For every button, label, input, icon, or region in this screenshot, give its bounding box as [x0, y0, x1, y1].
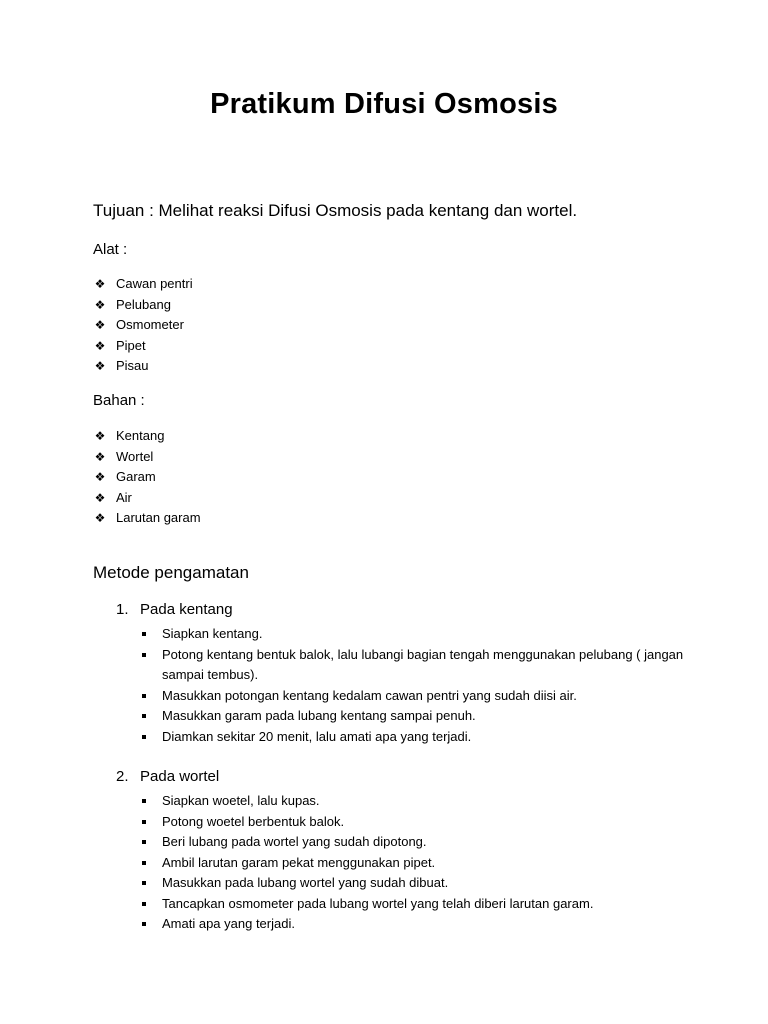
list-item — [93, 295, 193, 316]
page-title: Pratikum Difusi Osmosis — [210, 88, 558, 120]
bahan-list — [93, 426, 201, 529]
square-bullet-icon — [142, 653, 146, 657]
list-item-label: Pelubang — [116, 296, 171, 312]
diamond-bullet-icon: ❖ — [94, 470, 106, 484]
tujuan-text: Tujuan : Melihat reaksi Difusi Osmosis pada kentang dan wortel. — [93, 201, 578, 220]
diamond-bullet-icon: ❖ — [94, 429, 106, 443]
step-text: Masukkan pada lubang wortel yang sudah dibuat. — [162, 875, 449, 890]
square-bullet-icon — [142, 735, 146, 739]
square-bullet-icon — [142, 694, 146, 698]
square-bullet-icon — [142, 861, 146, 865]
diamond-bullet-icon: ❖ — [94, 277, 106, 291]
diamond-bullet-icon: ❖ — [94, 511, 106, 525]
metode-heading: Metode pengamatan — [93, 563, 249, 582]
list-item — [140, 624, 720, 645]
bahan-label: Bahan : — [93, 392, 145, 409]
list-item — [140, 812, 720, 833]
list-item-label: Larutan garam — [116, 510, 201, 525]
list-item-label: Air — [116, 489, 132, 505]
list-item-label: Cawan pentri — [116, 276, 193, 291]
list-item — [93, 467, 201, 488]
section-number: 1. — [116, 601, 129, 618]
step-text: Potong kentang bentuk balok, lalu lubangi bagian tengah menggunakan pelubang ( jangan sampai tembus). — [162, 646, 684, 682]
list-item — [93, 274, 193, 295]
alat-list — [93, 274, 193, 377]
diamond-bullet-icon: ❖ — [94, 359, 106, 373]
alat-label: Alat : — [93, 241, 128, 258]
list-item — [140, 853, 720, 874]
diamond-bullet-icon: ❖ — [94, 297, 106, 312]
section-heading-wortel — [116, 768, 219, 785]
list-item — [140, 894, 720, 915]
list-item — [93, 426, 201, 447]
square-bullet-icon — [142, 922, 146, 926]
list-item-label: Kentang — [116, 428, 165, 443]
diamond-bullet-icon: ❖ — [94, 490, 106, 505]
step-text: Siapkan woetel, lalu kupas. — [162, 793, 320, 808]
list-item — [93, 356, 193, 377]
list-item — [93, 488, 201, 509]
list-item — [93, 315, 193, 336]
diamond-bullet-icon: ❖ — [94, 318, 106, 332]
section-number: 2. — [116, 768, 129, 785]
list-item — [93, 447, 201, 468]
list-item — [93, 508, 201, 529]
list-item — [140, 706, 720, 727]
diamond-bullet-icon: ❖ — [94, 338, 106, 353]
list-item — [140, 791, 720, 812]
step-text: Tancapkan osmometer pada lubang wortel yang telah diberi larutan garam. — [162, 895, 594, 911]
list-item — [93, 336, 193, 357]
list-item-label: Pipet — [116, 337, 146, 353]
list-item-label: Garam — [116, 469, 156, 484]
section-title: Pada kentang — [140, 601, 233, 618]
list-item-label: Pisau — [116, 358, 149, 373]
section-title: Pada wortel — [140, 768, 220, 785]
list-item-label: Wortel — [116, 448, 154, 464]
square-bullet-icon — [142, 902, 146, 906]
square-bullet-icon — [142, 632, 146, 636]
step-text: Siapkan kentang. — [162, 626, 263, 641]
list-item — [140, 645, 720, 686]
step-text: Masukkan potongan kentang kedalam cawan pentri yang sudah diisi air. — [162, 687, 577, 703]
step-text: Diamkan sekitar 20 menit, lalu amati apa yang terjadi. — [162, 728, 472, 744]
section-heading-kentang — [116, 601, 233, 618]
square-bullet-icon — [142, 840, 146, 844]
kentang-steps-list — [140, 624, 720, 747]
step-text: Potong woetel berbentuk balok. — [162, 813, 345, 829]
step-text: Beri lubang pada wortel yang sudah dipotong. — [162, 834, 427, 849]
square-bullet-icon — [142, 714, 146, 718]
wortel-steps-list — [140, 791, 720, 935]
square-bullet-icon — [142, 820, 146, 824]
list-item-label: Osmometer — [116, 317, 184, 332]
diamond-bullet-icon: ❖ — [94, 449, 106, 464]
list-item — [140, 914, 720, 935]
list-item — [140, 686, 720, 707]
step-text: Amati apa yang terjadi. — [162, 916, 295, 931]
step-text: Ambil larutan garam pekat menggunakan pipet. — [162, 854, 436, 870]
step-text: Masukkan garam pada lubang kentang sampai penuh. — [162, 708, 476, 723]
square-bullet-icon — [142, 799, 146, 803]
list-item — [140, 873, 720, 894]
square-bullet-icon — [142, 881, 146, 885]
list-item — [140, 832, 720, 853]
list-item — [140, 727, 720, 748]
